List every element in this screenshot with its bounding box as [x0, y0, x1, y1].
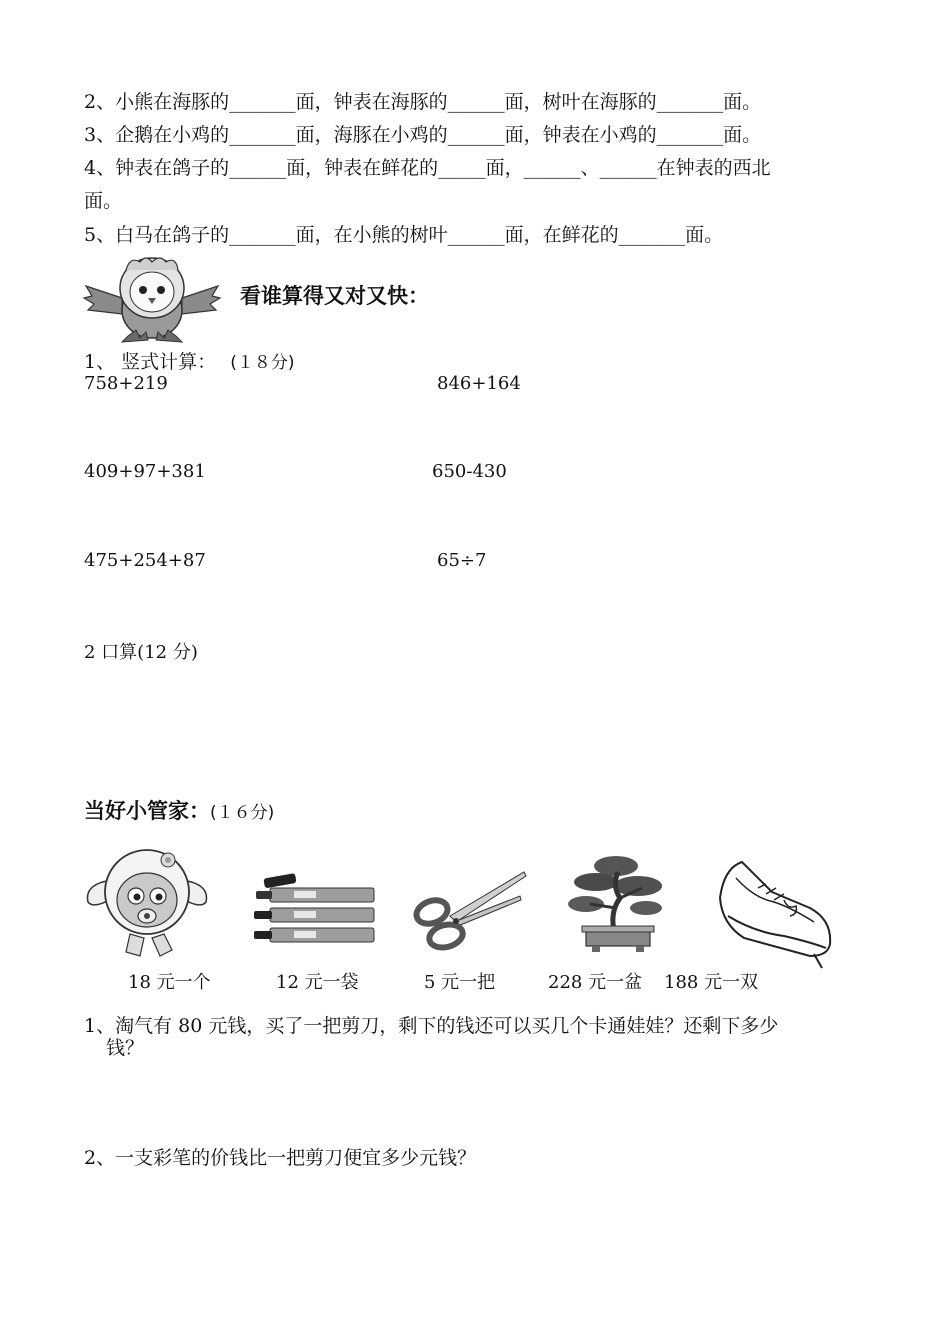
question-4: 4、钟表在鸽子的______面，钟表在鲜花的_____面，______、______在钟表的西北 — [84, 157, 771, 179]
word-problem-1: 1、淘气有 80 元钱，买了一把剪刀，剩下的钱还可以买几个卡通娃娃？还剩下多少 — [84, 1015, 779, 1037]
calc-section-title: 看谁算得又对又快： — [240, 284, 429, 308]
question-2: 2、小熊在海豚的_______面，钟表在海豚的______面，树叶在海豚的_______面。 — [84, 91, 762, 113]
calc-problem: 475+254+87 — [84, 550, 206, 571]
price-label-markers: 12 元一袋 — [276, 972, 359, 993]
word-problem-1-continued: 钱？ — [106, 1037, 145, 1059]
calc-problem: 758+219 — [84, 373, 168, 394]
price-label-scissors: 5 元一把 — [424, 972, 496, 993]
markers-icon — [250, 866, 380, 950]
manager-section-heading — [84, 795, 274, 825]
vertical-calc-points: (１８分) — [230, 353, 295, 373]
oral-calc-label: 2 口算(12 分) — [84, 642, 198, 663]
bonsai-icon — [566, 852, 670, 954]
price-label-shoe: 188 元一双 — [664, 972, 759, 993]
manager-section-points: (１６分) — [210, 803, 275, 823]
calc-problem: 409+97+381 — [84, 461, 206, 482]
cartoon-doll-icon — [82, 840, 212, 962]
question-3: 3、企鹅在小鸡的_______面，海豚在小鸡的______面，钟表在小鸡的_______面。 — [84, 124, 762, 146]
price-label-doll: 18 元一个 — [128, 972, 211, 993]
shoe-icon — [714, 858, 838, 970]
calc-problem: 650-430 — [432, 461, 507, 482]
manager-section-title: 当好小管家： — [84, 799, 210, 823]
vertical-calc-label: 1、 竖式计算： — [84, 351, 217, 373]
price-label-bonsai: 228 元一盆 — [548, 972, 643, 993]
question-4-continued: 面。 — [84, 190, 123, 212]
scissors-icon — [410, 866, 530, 952]
owl-mascot-icon — [82, 252, 222, 344]
question-5: 5、白马在鸽子的_______面，在小熊的树叶______面，在鲜花的_______面。 — [84, 224, 724, 246]
vertical-calc-heading — [84, 350, 294, 375]
calc-problem: 846+164 — [437, 373, 521, 394]
word-problem-2: 2、一支彩笔的价钱比一把剪刀便宜多少元钱？ — [84, 1147, 477, 1169]
calc-problem: 65÷7 — [437, 550, 487, 571]
